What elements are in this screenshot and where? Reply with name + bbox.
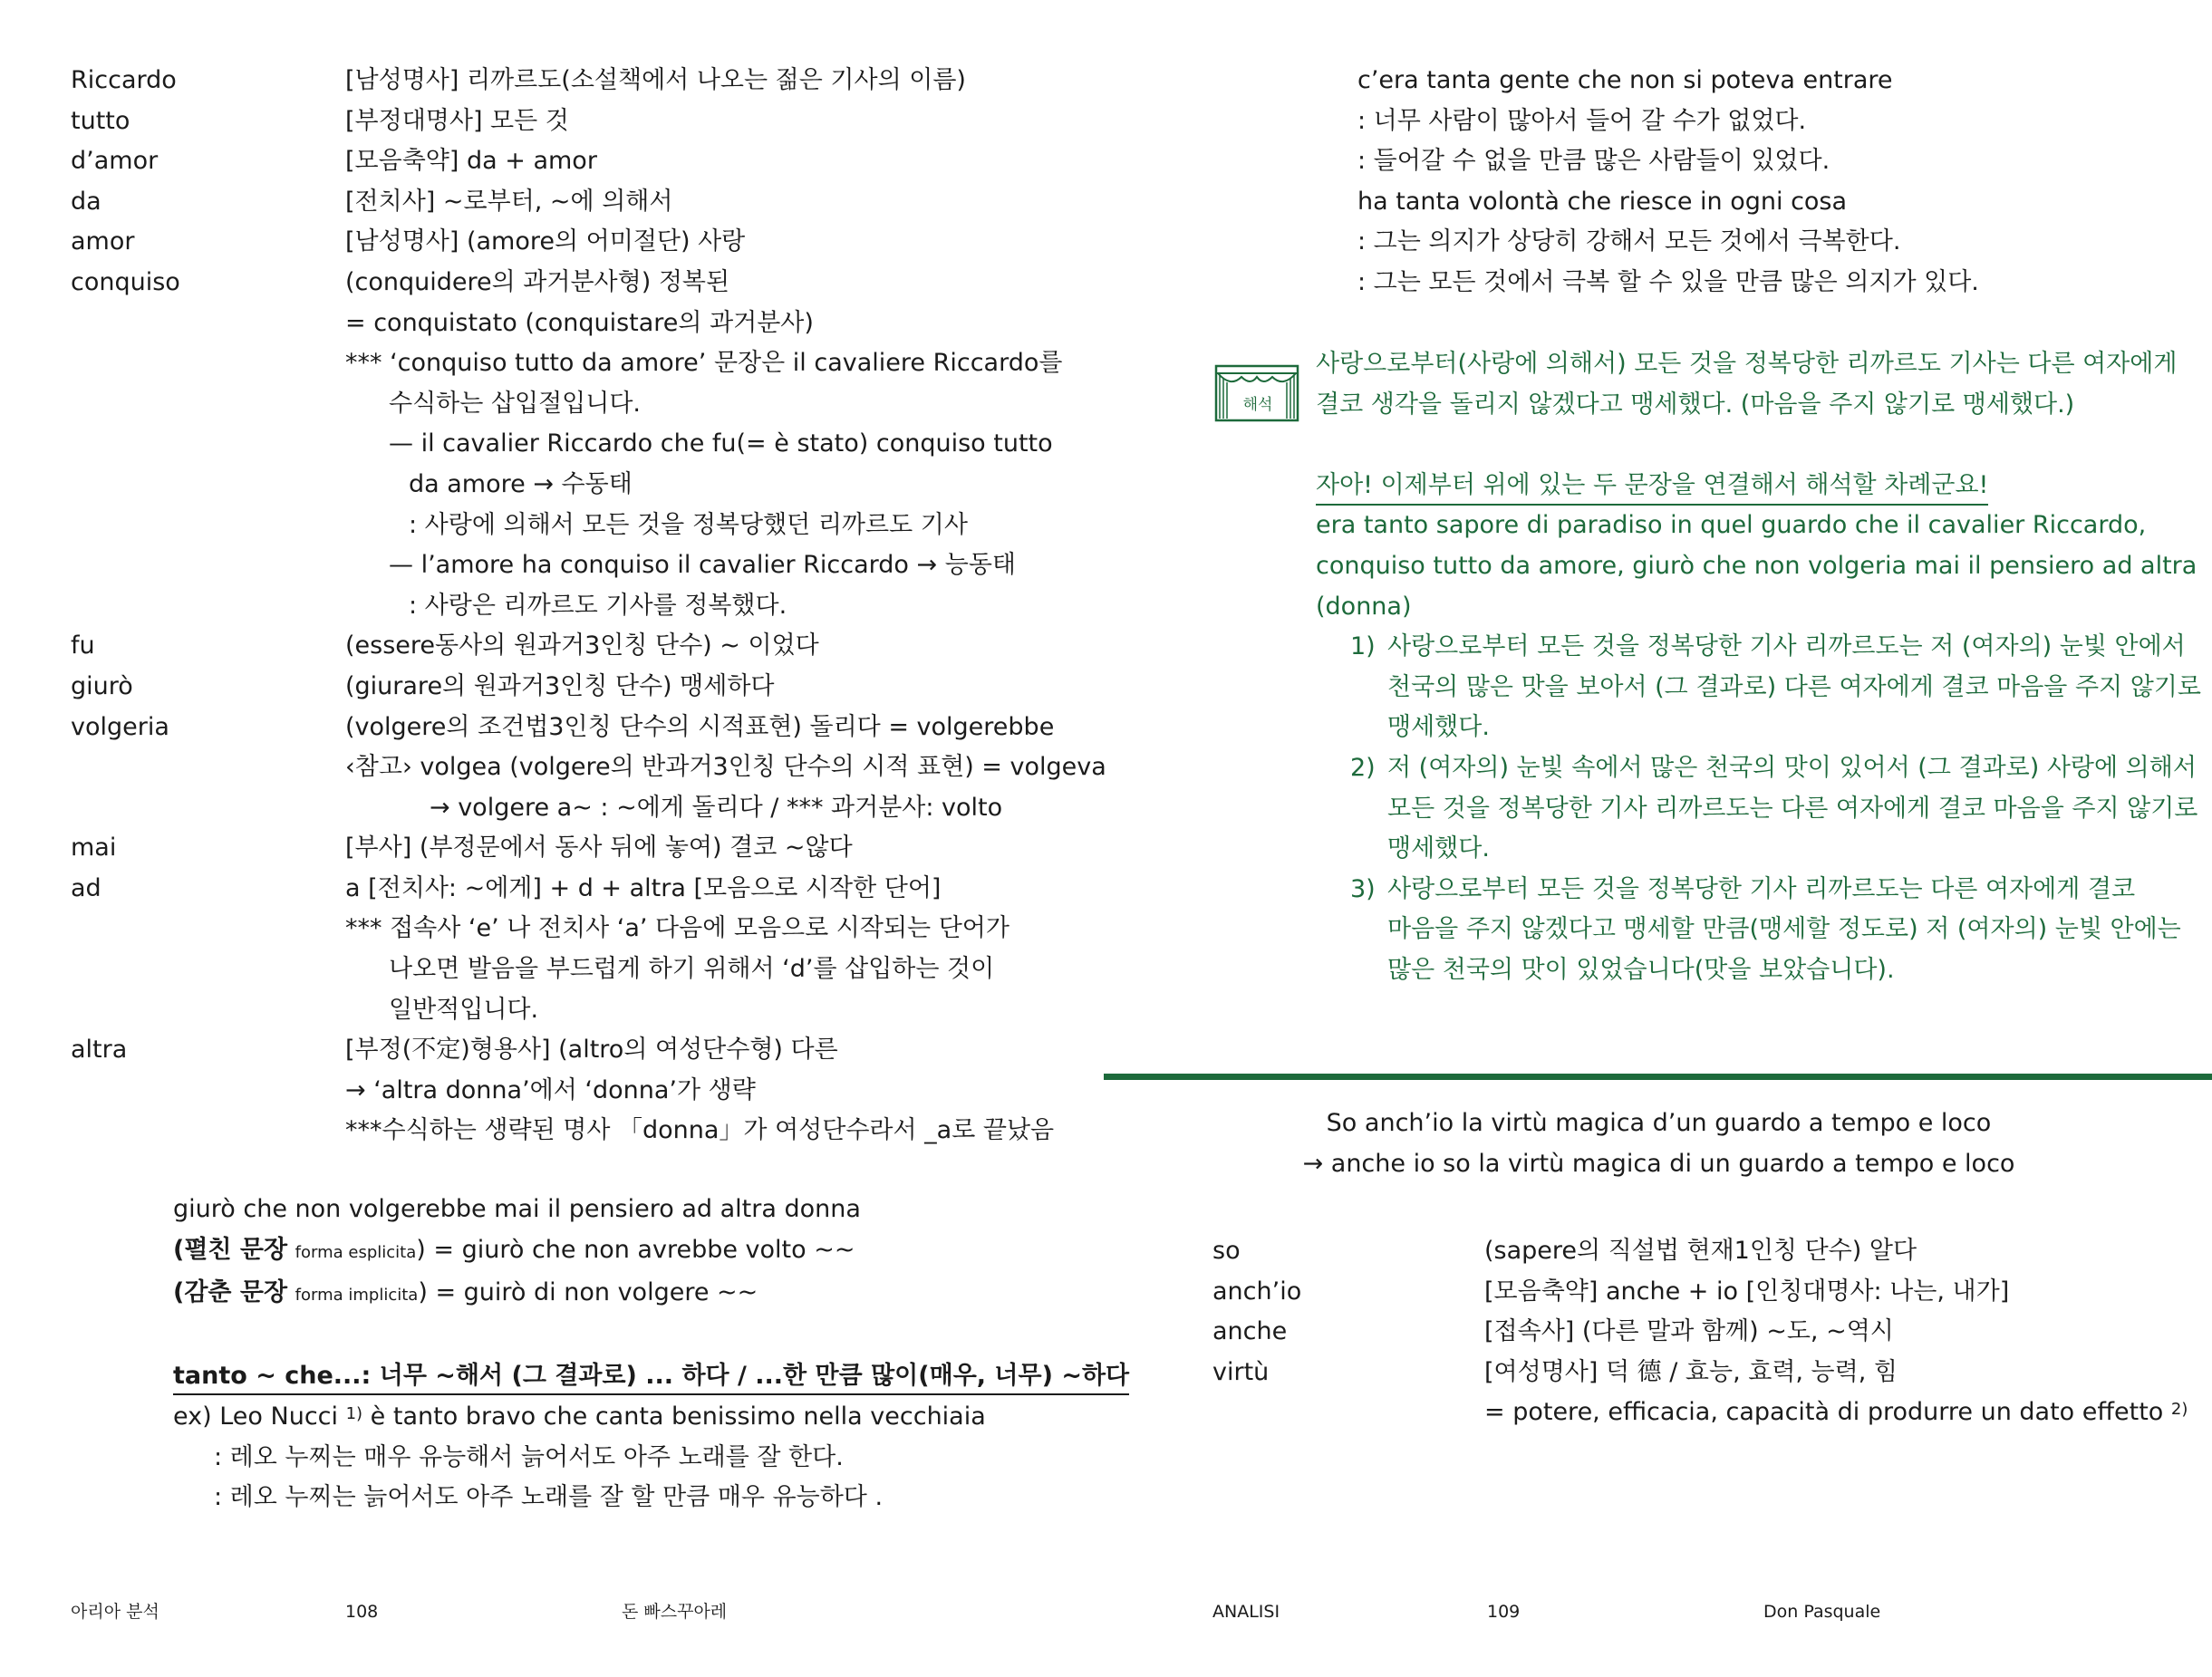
glossary-term: d’amor (71, 147, 159, 176)
glossary-entry (71, 1030, 1086, 1152)
italian-line-3: (donna) (1316, 592, 1412, 621)
option-line: 천국의 많은 맛을 보아서 (그 결과로) 다른 여자에게 결코 마음을 주지 않기로 (1387, 672, 2201, 701)
definition-line (345, 747, 1106, 788)
example-line: : 들어갈 수 없을 만큼 많은 사람들이 있었다. (1357, 147, 1830, 176)
implicit-rest: ) = guirò di non volgere ~~ (418, 1278, 758, 1307)
glossary-entry (71, 828, 1086, 869)
definition-text: 일반적입니다. (389, 995, 539, 1024)
definition-text: [부정(不定)형용사] (altro의 여성단수형) 다른 (345, 1036, 838, 1065)
theater-curtain-icon (1214, 364, 1299, 422)
tanto-che-heading: tanto ~ che...: 너무 ~해서 (그 결과로) ... 하다 / ...한 만큼 많이(매우, 너무) ~하다 (173, 1359, 1129, 1395)
glossary-definitions (1484, 1231, 2191, 1272)
definition-line (1484, 1393, 2191, 1433)
left-glossary (71, 61, 1106, 1152)
glossary-definitions (345, 667, 1086, 708)
italian-line-2: conquiso tutto da amore, giurò che non volgeria mai il pensiero ad altra (1316, 551, 2198, 580)
definition-text: da amore → 수동태 (409, 469, 633, 498)
explicit-rest: ) = giurò che non avrebbe volto ~~ (416, 1235, 855, 1264)
glossary-term: altra (71, 1036, 128, 1065)
option-line: 사랑으로부터 모든 것을 정복당한 기사 리까르도는 저 (여자의) 눈빛 안에서 (1387, 632, 2186, 661)
italian-line-1: era tanto sapore di paradiso in quel guardo che il cavalier Riccardo, (1316, 511, 2147, 540)
example-line: ha tanta volontà che riesce in ogni cosa (1357, 187, 1848, 216)
definition-text: (essere동사의 원과거3인칭 단수) ~ 이었다 (345, 631, 819, 660)
glossary-term: volgeria (71, 712, 169, 741)
glossary-term: anch’io (1212, 1277, 1302, 1306)
glossary-term: fu (71, 631, 95, 660)
glossary-definitions (345, 626, 1086, 667)
option-line: 저 (여자의) 눈빛 속에서 많은 천국의 맛이 있어서 (그 결과로) 사랑에 의해서 (1387, 753, 2197, 782)
definition-line (345, 626, 1086, 667)
option-number: 2) (1350, 753, 1376, 782)
glossary-definitions (345, 61, 1086, 101)
footer-title: 돈 빠스꾸아레 (622, 1602, 728, 1622)
combine-heading: 자아! 이제부터 위에 있는 두 문장을 연결해서 해석할 차례군요! (1316, 467, 1988, 506)
glossary-term: amor (71, 227, 135, 256)
glossary-entry (1212, 1272, 2191, 1313)
definition-line (1484, 1272, 2191, 1313)
definition-line (345, 667, 1086, 708)
glossary-term: Riccardo (71, 66, 177, 94)
right-glossary (1212, 1231, 2191, 1433)
definition-line (345, 990, 1086, 1031)
glossary-term: mai (71, 834, 117, 863)
glossary-entry (71, 869, 1086, 1030)
glossary-entry (71, 626, 1086, 667)
glossary-entry (1212, 1353, 2191, 1433)
definition-line (345, 788, 1086, 829)
definition-text: — l’amore ha conquiso il cavalier Riccardo → 능동태 (389, 551, 1016, 580)
definition-line (345, 263, 1086, 304)
glossary-entry (71, 101, 1086, 142)
tanto-che-examples (1357, 61, 2173, 304)
definition-text: ***수식하는 생략된 명사 「donna」가 여성단수라서 _a로 끝났음 (345, 1116, 1055, 1145)
quote-line-1: So anch’io la virtù magica d’un guardo a tempo e loco (1326, 1109, 1992, 1137)
glossary-term: ad (71, 873, 101, 902)
glossary-definitions (345, 101, 1086, 142)
definition-text: → ‘altra donna’에서 ‘donna’가 생략 (345, 1075, 756, 1104)
option-number: 3) (1350, 874, 1376, 903)
glossary-definitions (1484, 1312, 2191, 1353)
example-line: : 그는 의지가 상당히 강해서 모든 것에서 극복한다. (1357, 227, 1901, 256)
glossary-term: virtù (1212, 1357, 1270, 1386)
option-line: 사랑으로부터 모든 것을 정복당한 기사 리까르도는 다른 여자에게 결코 (1387, 874, 2136, 903)
footer-section: 아리아 분석 (71, 1602, 159, 1622)
definition-text: = potere, efficacia, capacità di produrre un dato effetto (1484, 1398, 2164, 1427)
definition-text: a [전치사: ~에게] + d + altra [모음으로 시작한 단어] (345, 873, 942, 902)
definition-line (345, 61, 1086, 101)
definition-text: 수식하는 삽입절입니다. (389, 389, 641, 418)
option-line: 많은 천국의 맛이 있었습니다(맛을 보았습니다). (1387, 955, 1895, 984)
glossary-definitions (345, 222, 1086, 263)
definition-text: ‹참고› volgea (volgere의 반과거3인칭 단수의 시적 표현) = volgeva (345, 753, 1106, 782)
example-line: : 그는 모든 것에서 극복 할 수 있을 만큼 많은 의지가 있다. (1357, 267, 1979, 296)
section-divider (1104, 1074, 2212, 1080)
footnote-ref: 2) (2170, 1400, 2188, 1420)
option-line: 모든 것을 정복당한 기사 리까르도는 다른 여자에게 결코 마음을 주지 않기로 (1387, 794, 2198, 823)
definition-line (345, 506, 1086, 546)
left-notes (173, 1190, 1130, 1518)
option-number: 1) (1350, 632, 1376, 661)
definition-text: [부사] (부정문에서 동사 뒤에 놓여) 결코 ~않다 (345, 834, 853, 863)
glossary-term: anche (1212, 1317, 1288, 1346)
badge-label: 해석 (1242, 396, 1273, 414)
definition-line (345, 182, 1086, 223)
glossary-term: giurò (71, 671, 133, 700)
definition-line (345, 1030, 1086, 1071)
definition-text: *** ‘conquiso tutto da amore’ 문장은 il cavaliere Riccardo를 (345, 349, 1063, 378)
example-rest: è tanto bravo che canta benissimo nella vecchiaia (362, 1402, 986, 1431)
implicit-label: (감춘 문장 (173, 1278, 288, 1307)
definition-line (345, 1071, 1086, 1112)
example-line: : 너무 사람이 많아서 들어 갈 수가 없었다. (1357, 106, 1807, 135)
right-page (1106, 0, 2212, 1677)
definition-text: (sapere의 직설법 현재1인칭 단수) 알다 (1484, 1237, 1917, 1265)
footer-section: ANALISI (1212, 1602, 1280, 1622)
translation-options (1316, 627, 2201, 990)
example-sentence (173, 1397, 1079, 1438)
definition-text: — il cavalier Riccardo che fu(= è stato) conquiso tutto (389, 429, 1053, 458)
footer-page-number: 108 (345, 1602, 379, 1622)
glossary-entry (71, 182, 1086, 223)
glossary-definitions (345, 828, 1086, 869)
definition-line (345, 828, 1086, 869)
glossary-definitions (345, 141, 1086, 182)
definition-text: [모음축약] da + amor (345, 147, 597, 176)
glossary-definitions (345, 182, 1086, 223)
glossary-definitions (345, 263, 1086, 626)
definition-line (345, 222, 1086, 263)
definition-line (345, 545, 1086, 586)
definition-text: [전치사] ~로부터, ~에 의해서 (345, 187, 673, 216)
definition-text: [남성명사] (amore의 어미절단) 사랑 (345, 227, 746, 256)
example-translation-2: : 레오 누찌는 늙어서도 아주 노래를 잘 할 만큼 매우 유능하다 . (214, 1483, 884, 1512)
translation-option (1316, 627, 2201, 748)
definition-text: 나오면 발음을 부드럽게 하기 위해서 ‘d’를 삽입하는 것이 (389, 955, 995, 984)
example-prefix: ex) Leo Nucci (173, 1402, 339, 1431)
definition-text: : 사랑에 의해서 모든 것을 정복당했던 리까르도 기사 (409, 510, 968, 539)
definition-line (345, 101, 1086, 142)
definition-line (345, 424, 1086, 465)
quote-block (1106, 1104, 2212, 1184)
footer-page-number: 109 (1487, 1602, 1521, 1622)
definition-text: [모음축약] anche + io [인칭대명사: 나는, 내가] (1484, 1277, 2010, 1306)
definition-line (345, 586, 1086, 627)
definition-line (345, 141, 1086, 182)
definition-line (1484, 1353, 2191, 1393)
option-line: 마음을 주지 않겠다고 맹세할 만큼(맹세할 정도로) 저 (여자의) 눈빛 안에는 (1387, 915, 2181, 944)
glossary-entry (71, 263, 1086, 626)
definition-line (345, 949, 1086, 990)
explicit-label: (펼친 문장 (173, 1235, 288, 1264)
definition-line (1484, 1231, 2191, 1272)
implicit-form (173, 1273, 1079, 1316)
definition-line (1484, 1312, 2191, 1353)
definition-text: (giurare의 원과거3인칭 단수) 맹세하다 (345, 671, 775, 700)
explicit-small: forma esplicita (295, 1242, 417, 1262)
glossary-entry (1212, 1312, 2191, 1353)
glossary-definitions (1484, 1272, 2191, 1313)
definition-text: = conquistato (conquistare의 과거분사) (345, 308, 814, 337)
definition-text: (volgere의 조건법3인칭 단수의 시적표현) 돌리다 = volgerebbe (345, 712, 1055, 741)
definition-text: (conquidere의 과거분사형) 정복된 (345, 267, 730, 296)
glossary-term: so (1212, 1237, 1241, 1265)
translation-line-1: 사랑으로부터(사랑에 의해서) 모든 것을 정복당한 리까르도 기사는 다른 여자에게 (1316, 350, 2178, 378)
translation-option (1316, 870, 2186, 991)
definition-line (345, 1111, 1086, 1152)
glossary-definitions (345, 708, 1106, 829)
definition-line (345, 343, 1086, 384)
glossary-definitions (345, 869, 1086, 1030)
definition-text: [부정대명사] 모든 것 (345, 106, 569, 135)
example-line: c’era tanta gente che non si poteva entrare (1357, 66, 1893, 94)
glossary-definitions (345, 1030, 1086, 1152)
explicit-form (173, 1230, 1079, 1274)
glossary-entry (71, 667, 1086, 708)
footnote-ref: 1) (345, 1403, 363, 1423)
translation-text (1316, 344, 2201, 991)
definition-text: → volgere a~ : ~에게 돌리다 / *** 과거분사: volto (430, 793, 1003, 822)
footer-title: Don Pasquale (1763, 1602, 1881, 1622)
glossary-entry (1212, 1231, 2191, 1272)
definition-line (345, 869, 1086, 910)
definition-line (345, 384, 1086, 425)
definition-line (345, 465, 1086, 506)
definition-text: [여성명사] 덕 德 / 효능, 효력, 능력, 힘 (1484, 1357, 1898, 1386)
glossary-entry (71, 222, 1086, 263)
definition-text: [접속사] (다른 말과 함께) ~도, ~역시 (1484, 1317, 1894, 1346)
glossary-entry (71, 141, 1086, 182)
notes-sentence: giurò che non volgerebbe mai il pensiero ad altra donna (173, 1195, 861, 1223)
glossary-term: conquiso (71, 267, 180, 296)
definition-line (345, 304, 1086, 344)
glossary-definitions (1484, 1353, 2191, 1433)
definition-text: [남성명사] 리까르도(소설책에서 나오는 젊은 기사의 이름) (345, 66, 966, 94)
glossary-term: da (71, 187, 101, 216)
quote-line-2: → anche io so la virtù magica di un guardo a tempo e loco (1302, 1149, 2015, 1178)
option-line: 맹세했다. (1387, 713, 1490, 742)
translation-line-2: 결코 생각을 돌리지 않겠다고 맹세했다. (마음을 주지 않기로 맹세했다.) (1316, 390, 2075, 419)
implicit-small: forma implicita (295, 1286, 419, 1306)
definition-text: *** 접속사 ‘e’ 나 전치사 ‘a’ 다음에 모음으로 시작되는 단어가 (345, 914, 1009, 943)
glossary-entry (71, 61, 1086, 101)
definition-line (345, 909, 1086, 949)
glossary-term: tutto (71, 106, 130, 135)
definition-text: : 사랑은 리까르도 기사를 정복했다. (409, 591, 787, 620)
translation-option (1316, 748, 2198, 870)
example-translation-1: : 레오 누찌는 매우 유능해서 늙어서도 아주 노래를 잘 한다. (214, 1442, 844, 1471)
glossary-entry (71, 708, 1106, 829)
definition-line (345, 708, 1086, 748)
option-line: 맹세했다. (1387, 834, 1490, 863)
